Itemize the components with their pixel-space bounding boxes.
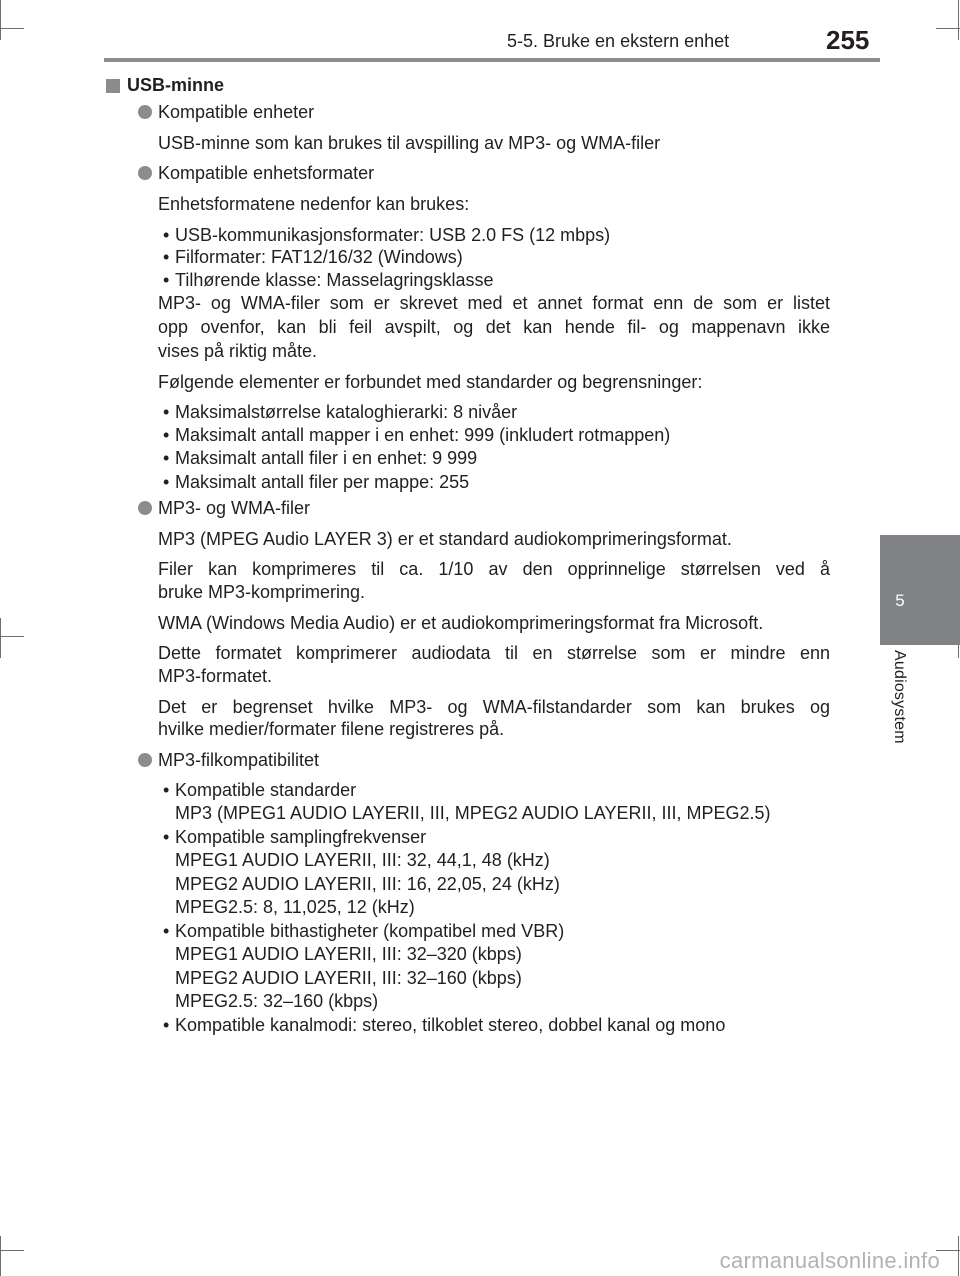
list-item-detail: MPEG2.5: 32–160 (kbps) [175, 991, 379, 1011]
paragraph-line: Dette formatet komprimerer audiodata til en størrelse som er mindre enn [158, 643, 830, 663]
list-item-detail: MPEG2.5: 8, 11,025, 12 (kHz) [175, 897, 415, 917]
list-item: Filformater: FAT12/16/32 (Windows) [175, 247, 463, 267]
circle-bullet-icon [138, 753, 152, 767]
paragraph-line: Det er begrenset hvilke MP3- og WMA-filstandarder som kan brukes og [158, 697, 830, 717]
list-bullet: • [163, 270, 170, 290]
list-bullet: • [163, 472, 170, 492]
chapter-number: 5 [895, 591, 905, 610]
list-item: Maksimalstørrelse kataloghierarki: 8 nivåer [175, 402, 518, 422]
list-item: Kompatible kanalmodi: stereo, tilkoblet stereo, dobbel kanal og mono [175, 1015, 726, 1035]
subheading-mp3-wma: MP3- og WMA-filer [158, 498, 311, 518]
paragraph-line: MP3- og WMA-filer som er skrevet med et annet format enn de som er listet [158, 293, 830, 313]
paragraph: USB-minne som kan brukes til avspilling av MP3- og WMA-filer [158, 133, 661, 153]
section-heading: USB-minne [127, 75, 225, 95]
list-bullet: • [163, 827, 170, 847]
square-bullet-icon [106, 79, 120, 93]
paragraph-line: hvilke medier/formater filene registreres på. [158, 719, 505, 739]
list-item-detail: MPEG2 AUDIO LAYERII, III: 32–160 (kbps) [175, 968, 522, 988]
list-item: Kompatible standarder [175, 780, 357, 800]
list-item: Maksimalt antall filer i en enhet: 9 999 [175, 448, 478, 468]
chapter-label: Audiosystem [891, 650, 908, 744]
paragraph-line: MP3-formatet. [158, 666, 273, 686]
paragraph: Enhetsformatene nedenfor kan brukes: [158, 194, 470, 214]
circle-bullet-icon [138, 105, 152, 119]
paragraph: MP3 (MPEG Audio LAYER 3) er et standard audiokomprimeringsformat. [158, 529, 732, 549]
subheading-mp3-compatibility: MP3-filkompatibilitet [158, 750, 320, 770]
crop-mark [936, 28, 960, 29]
list-item-detail: MPEG1 AUDIO LAYERII, III: 32, 44,1, 48 (kHz) [175, 850, 550, 870]
watermark-text: carmanualsonline.info [719, 1248, 940, 1273]
list-item-detail: MPEG2 AUDIO LAYERII, III: 16, 22,05, 24 (kHz) [175, 874, 560, 894]
list-item: USB-kommunikasjonsformater: USB 2.0 FS (12 mbps) [175, 225, 611, 245]
list-item: Kompatible bithastigheter (kompatibel med VBR) [175, 921, 565, 941]
list-bullet: • [163, 1015, 170, 1035]
paragraph: WMA (Windows Media Audio) er et audiokomprimeringsformat fra Microsoft. [158, 613, 764, 633]
list-bullet: • [163, 921, 170, 941]
chapter-tab [880, 535, 960, 645]
circle-bullet-icon [138, 166, 152, 180]
section-title: 5-5. Bruke en ekstern enhet [507, 31, 730, 51]
list-item-detail: MP3 (MPEG1 AUDIO LAYERII, III, MPEG2 AUDIO LAYERII, III, MPEG2.5) [175, 803, 771, 823]
chapter-label-container [882, 650, 922, 790]
list-bullet: • [163, 425, 170, 445]
paragraph-line: bruke MP3-komprimering. [158, 582, 366, 602]
paragraph-line: Filer kan komprimeres til ca. 1/10 av den opprinnelige størrelsen ved å [158, 559, 830, 579]
list-item: Tilhørende klasse: Masselagringsklasse [175, 270, 494, 290]
subheading-compatible-formats: Kompatible enhetsformater [158, 163, 375, 183]
list-bullet: • [163, 402, 170, 422]
list-item: Maksimalt antall mapper i en enhet: 999 (inkludert rotmappen) [175, 425, 671, 445]
list-item: Maksimalt antall filer per mappe: 255 [175, 472, 470, 492]
paragraph-line: vises på riktig måte. [158, 341, 318, 361]
list-bullet: • [163, 448, 170, 468]
subheading-compatible-devices: Kompatible enheter [158, 102, 315, 122]
list-item-detail: MPEG1 AUDIO LAYERII, III: 32–320 (kbps) [175, 944, 522, 964]
page-number: 255 [826, 25, 870, 55]
paragraph-line: opp ovenfor, kan bli feil avspilt, og det kan hende fil- og mappenavn ikke [158, 317, 830, 337]
paragraph: Følgende elementer er forbundet med standarder og begrensninger: [158, 372, 703, 392]
list-bullet: • [163, 247, 170, 267]
list-bullet: • [163, 225, 170, 245]
list-item: Kompatible samplingfrekvenser [175, 827, 427, 847]
crop-mark [958, 1236, 959, 1276]
crop-mark [958, 0, 959, 40]
circle-bullet-icon [138, 501, 152, 515]
list-bullet: • [163, 780, 170, 800]
